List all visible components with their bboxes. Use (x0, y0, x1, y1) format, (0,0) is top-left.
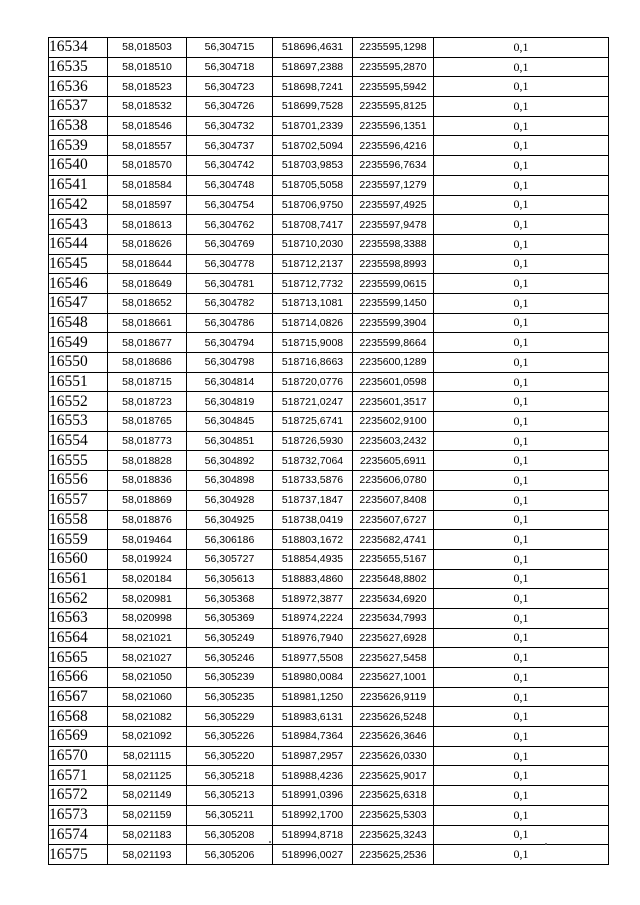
point-number-cell: 16572 (49, 786, 108, 806)
accuracy-cell: 0,1 (434, 234, 609, 254)
table-row (49, 549, 609, 569)
scan-speck (269, 841, 271, 843)
longitude-cell: 56,304928 (187, 490, 273, 510)
longitude-cell: 56,304845 (187, 412, 273, 432)
x-coordinate-cell: 518972,3877 (273, 589, 353, 609)
point-number-cell: 16548 (49, 313, 108, 333)
point-number-cell: 16569 (49, 727, 108, 747)
latitude-cell: 58,018510 (108, 57, 187, 77)
table-row (49, 431, 609, 451)
y-coordinate-cell: 2235627,5458 (353, 648, 434, 668)
coordinates-table (48, 37, 609, 865)
latitude-cell: 58,018723 (108, 392, 187, 412)
table-row (49, 490, 609, 510)
y-coordinate-cell: 2235626,9119 (353, 687, 434, 707)
x-coordinate-cell: 518732,7064 (273, 451, 353, 471)
accuracy-cell: 0,1 (434, 451, 609, 471)
table-row (49, 116, 609, 136)
x-coordinate-cell: 518714,0826 (273, 313, 353, 333)
point-number-cell: 16543 (49, 215, 108, 235)
longitude-cell: 56,304737 (187, 136, 273, 156)
accuracy-cell: 0,1 (434, 687, 609, 707)
point-number-cell: 16555 (49, 451, 108, 471)
x-coordinate-cell: 518988,4236 (273, 766, 353, 786)
point-number-cell: 16556 (49, 471, 108, 491)
x-coordinate-cell: 518708,7417 (273, 215, 353, 235)
latitude-cell: 58,018869 (108, 490, 187, 510)
accuracy-cell: 0,1 (434, 746, 609, 766)
y-coordinate-cell: 2235598,8993 (353, 254, 434, 274)
latitude-cell: 58,018836 (108, 471, 187, 491)
y-coordinate-cell: 2235625,3243 (353, 825, 434, 845)
x-coordinate-cell: 518697,2388 (273, 57, 353, 77)
latitude-cell: 58,019464 (108, 530, 187, 550)
accuracy-cell: 0,1 (434, 293, 609, 313)
accuracy-cell: 0,1 (434, 156, 609, 176)
x-coordinate-cell: 518721,0247 (273, 392, 353, 412)
accuracy-cell: 0,1 (434, 845, 609, 865)
latitude-cell: 58,018765 (108, 412, 187, 432)
longitude-cell: 56,304778 (187, 254, 273, 274)
accuracy-cell: 0,1 (434, 215, 609, 235)
y-coordinate-cell: 2235626,3646 (353, 727, 434, 747)
latitude-cell: 58,018546 (108, 116, 187, 136)
longitude-cell: 56,304898 (187, 471, 273, 491)
y-coordinate-cell: 2235596,1351 (353, 116, 434, 136)
table-row (49, 372, 609, 392)
accuracy-cell: 0,1 (434, 412, 609, 432)
table-row (49, 530, 609, 550)
x-coordinate-cell: 518726,5930 (273, 431, 353, 451)
accuracy-cell: 0,1 (434, 175, 609, 195)
accuracy-cell: 0,1 (434, 569, 609, 589)
longitude-cell: 56,305369 (187, 608, 273, 628)
accuracy-cell: 0,1 (434, 431, 609, 451)
x-coordinate-cell: 518738,0419 (273, 510, 353, 530)
y-coordinate-cell: 2235601,3517 (353, 392, 434, 412)
longitude-cell: 56,304892 (187, 451, 273, 471)
point-number-cell: 16539 (49, 136, 108, 156)
accuracy-cell: 0,1 (434, 38, 609, 58)
latitude-cell: 58,021021 (108, 628, 187, 648)
point-number-cell: 16564 (49, 628, 108, 648)
accuracy-cell: 0,1 (434, 77, 609, 97)
y-coordinate-cell: 2235634,6920 (353, 589, 434, 609)
table-row (49, 77, 609, 97)
longitude-cell: 56,304742 (187, 156, 273, 176)
x-coordinate-cell: 518698,7241 (273, 77, 353, 97)
latitude-cell: 58,021082 (108, 707, 187, 727)
accuracy-cell: 0,1 (434, 116, 609, 136)
x-coordinate-cell: 518733,5876 (273, 471, 353, 491)
point-number-cell: 16559 (49, 530, 108, 550)
longitude-cell: 56,304723 (187, 77, 273, 97)
x-coordinate-cell: 518703,9853 (273, 156, 353, 176)
longitude-cell: 56,305249 (187, 628, 273, 648)
latitude-cell: 58,018649 (108, 274, 187, 294)
y-coordinate-cell: 2235626,0330 (353, 746, 434, 766)
longitude-cell: 56,304781 (187, 274, 273, 294)
x-coordinate-cell: 518696,4631 (273, 38, 353, 58)
accuracy-cell: 0,1 (434, 372, 609, 392)
longitude-cell: 56,305220 (187, 746, 273, 766)
point-number-cell: 16536 (49, 77, 108, 97)
latitude-cell: 58,021125 (108, 766, 187, 786)
x-coordinate-cell: 518974,2224 (273, 608, 353, 628)
latitude-cell: 58,021183 (108, 825, 187, 845)
table-row (49, 254, 609, 274)
point-number-cell: 16537 (49, 97, 108, 117)
accuracy-cell: 0,1 (434, 530, 609, 550)
longitude-cell: 56,305213 (187, 786, 273, 806)
point-number-cell: 16561 (49, 569, 108, 589)
accuracy-cell: 0,1 (434, 727, 609, 747)
accuracy-cell: 0,1 (434, 392, 609, 412)
longitude-cell: 56,304782 (187, 293, 273, 313)
table-row (49, 727, 609, 747)
x-coordinate-cell: 518725,6741 (273, 412, 353, 432)
longitude-cell: 56,306186 (187, 530, 273, 550)
latitude-cell: 58,020184 (108, 569, 187, 589)
y-coordinate-cell: 2235634,7993 (353, 608, 434, 628)
point-number-cell: 16558 (49, 510, 108, 530)
table-row (49, 353, 609, 373)
table-row (49, 38, 609, 58)
x-coordinate-cell: 518991,0396 (273, 786, 353, 806)
longitude-cell: 56,304798 (187, 353, 273, 373)
latitude-cell: 58,020998 (108, 608, 187, 628)
latitude-cell: 58,018570 (108, 156, 187, 176)
point-number-cell: 16568 (49, 707, 108, 727)
table-row (49, 136, 609, 156)
accuracy-cell: 0,1 (434, 490, 609, 510)
y-coordinate-cell: 2235625,2536 (353, 845, 434, 865)
longitude-cell: 56,304718 (187, 57, 273, 77)
y-coordinate-cell: 2235601,0598 (353, 372, 434, 392)
accuracy-cell: 0,1 (434, 825, 609, 845)
point-number-cell: 16574 (49, 825, 108, 845)
table-row (49, 156, 609, 176)
accuracy-cell: 0,1 (434, 313, 609, 333)
y-coordinate-cell: 2235595,8125 (353, 97, 434, 117)
accuracy-cell: 0,1 (434, 274, 609, 294)
table-row (49, 845, 609, 865)
x-coordinate-cell: 518992,1700 (273, 805, 353, 825)
latitude-cell: 58,020981 (108, 589, 187, 609)
longitude-cell: 56,304748 (187, 175, 273, 195)
point-number-cell: 16552 (49, 392, 108, 412)
x-coordinate-cell: 518983,6131 (273, 707, 353, 727)
latitude-cell: 58,021027 (108, 648, 187, 668)
x-coordinate-cell: 518715,9008 (273, 333, 353, 353)
point-number-cell: 16551 (49, 372, 108, 392)
accuracy-cell: 0,1 (434, 648, 609, 668)
point-number-cell: 16550 (49, 353, 108, 373)
table-row (49, 175, 609, 195)
latitude-cell: 58,018661 (108, 313, 187, 333)
point-number-cell: 16545 (49, 254, 108, 274)
x-coordinate-cell: 518716,8663 (273, 353, 353, 373)
longitude-cell: 56,304715 (187, 38, 273, 58)
point-number-cell: 16534 (49, 38, 108, 58)
accuracy-cell: 0,1 (434, 608, 609, 628)
longitude-cell: 56,305368 (187, 589, 273, 609)
point-number-cell: 16565 (49, 648, 108, 668)
y-coordinate-cell: 2235606,0780 (353, 471, 434, 491)
y-coordinate-cell: 2235627,6928 (353, 628, 434, 648)
y-coordinate-cell: 2235599,8664 (353, 333, 434, 353)
table-row (49, 313, 609, 333)
longitude-cell: 56,305613 (187, 569, 273, 589)
x-coordinate-cell: 518702,5094 (273, 136, 353, 156)
latitude-cell: 58,018503 (108, 38, 187, 58)
longitude-cell: 56,305229 (187, 707, 273, 727)
accuracy-cell: 0,1 (434, 786, 609, 806)
accuracy-cell: 0,1 (434, 766, 609, 786)
y-coordinate-cell: 2235627,1001 (353, 668, 434, 688)
point-number-cell: 16546 (49, 274, 108, 294)
accuracy-cell: 0,1 (434, 353, 609, 373)
latitude-cell: 58,018652 (108, 293, 187, 313)
x-coordinate-cell: 518713,1081 (273, 293, 353, 313)
point-number-cell: 16563 (49, 608, 108, 628)
table-row (49, 274, 609, 294)
table-row (49, 668, 609, 688)
accuracy-cell: 0,1 (434, 549, 609, 569)
table-row (49, 825, 609, 845)
table-row (49, 510, 609, 530)
y-coordinate-cell: 2235607,8408 (353, 490, 434, 510)
point-number-cell: 16560 (49, 549, 108, 569)
point-number-cell: 16553 (49, 412, 108, 432)
y-coordinate-cell: 2235597,9478 (353, 215, 434, 235)
point-number-cell: 16541 (49, 175, 108, 195)
latitude-cell: 58,018686 (108, 353, 187, 373)
latitude-cell: 58,018677 (108, 333, 187, 353)
table-row (49, 97, 609, 117)
accuracy-cell: 0,1 (434, 254, 609, 274)
accuracy-cell: 0,1 (434, 510, 609, 530)
longitude-cell: 56,304925 (187, 510, 273, 530)
accuracy-cell: 0,1 (434, 333, 609, 353)
table-row (49, 707, 609, 727)
accuracy-cell: 0,1 (434, 195, 609, 215)
y-coordinate-cell: 2235605,6911 (353, 451, 434, 471)
x-coordinate-cell: 518712,7732 (273, 274, 353, 294)
x-coordinate-cell: 518701,2339 (273, 116, 353, 136)
x-coordinate-cell: 518976,7940 (273, 628, 353, 648)
accuracy-cell: 0,1 (434, 628, 609, 648)
accuracy-cell: 0,1 (434, 57, 609, 77)
latitude-cell: 58,021115 (108, 746, 187, 766)
x-coordinate-cell: 518883,4860 (273, 569, 353, 589)
longitude-cell: 56,305211 (187, 805, 273, 825)
accuracy-cell: 0,1 (434, 471, 609, 491)
table-row (49, 392, 609, 412)
x-coordinate-cell: 518977,5508 (273, 648, 353, 668)
longitude-cell: 56,304732 (187, 116, 273, 136)
y-coordinate-cell: 2235625,9017 (353, 766, 434, 786)
table-row (49, 293, 609, 313)
longitude-cell: 56,304769 (187, 234, 273, 254)
y-coordinate-cell: 2235599,3904 (353, 313, 434, 333)
table-row (49, 786, 609, 806)
point-number-cell: 16535 (49, 57, 108, 77)
x-coordinate-cell: 518854,4935 (273, 549, 353, 569)
y-coordinate-cell: 2235626,5248 (353, 707, 434, 727)
point-number-cell: 16544 (49, 234, 108, 254)
y-coordinate-cell: 2235596,4216 (353, 136, 434, 156)
latitude-cell: 58,018626 (108, 234, 187, 254)
table-row (49, 451, 609, 471)
y-coordinate-cell: 2235603,2432 (353, 431, 434, 451)
x-coordinate-cell: 518705,5058 (273, 175, 353, 195)
longitude-cell: 56,304786 (187, 313, 273, 333)
longitude-cell: 56,304754 (187, 195, 273, 215)
table-row (49, 333, 609, 353)
longitude-cell: 56,304851 (187, 431, 273, 451)
y-coordinate-cell: 2235602,9100 (353, 412, 434, 432)
y-coordinate-cell: 2235625,6318 (353, 786, 434, 806)
table-row (49, 687, 609, 707)
y-coordinate-cell: 2235599,1450 (353, 293, 434, 313)
point-number-cell: 16547 (49, 293, 108, 313)
y-coordinate-cell: 2235600,1289 (353, 353, 434, 373)
x-coordinate-cell: 518984,7364 (273, 727, 353, 747)
latitude-cell: 58,018523 (108, 77, 187, 97)
table-row (49, 57, 609, 77)
longitude-cell: 56,304762 (187, 215, 273, 235)
point-number-cell: 16570 (49, 746, 108, 766)
y-coordinate-cell: 2235607,6727 (353, 510, 434, 530)
y-coordinate-cell: 2235597,4925 (353, 195, 434, 215)
longitude-cell: 56,305235 (187, 687, 273, 707)
y-coordinate-cell: 2235596,7634 (353, 156, 434, 176)
y-coordinate-cell: 2235595,2870 (353, 57, 434, 77)
accuracy-cell: 0,1 (434, 136, 609, 156)
longitude-cell: 56,305239 (187, 668, 273, 688)
point-number-cell: 16567 (49, 687, 108, 707)
latitude-cell: 58,021159 (108, 805, 187, 825)
point-number-cell: 16538 (49, 116, 108, 136)
accuracy-cell: 0,1 (434, 589, 609, 609)
coordinates-table-body (49, 38, 609, 865)
y-coordinate-cell: 2235595,5942 (353, 77, 434, 97)
x-coordinate-cell: 518994,8718 (273, 825, 353, 845)
latitude-cell: 58,018584 (108, 175, 187, 195)
table-row (49, 648, 609, 668)
latitude-cell: 58,018597 (108, 195, 187, 215)
point-number-cell: 16566 (49, 668, 108, 688)
latitude-cell: 58,018557 (108, 136, 187, 156)
longitude-cell: 56,305208 (187, 825, 273, 845)
latitude-cell: 58,021060 (108, 687, 187, 707)
longitude-cell: 56,304794 (187, 333, 273, 353)
latitude-cell: 58,021050 (108, 668, 187, 688)
table-row (49, 215, 609, 235)
longitude-cell: 56,305206 (187, 845, 273, 865)
table-row (49, 569, 609, 589)
latitude-cell: 58,021193 (108, 845, 187, 865)
scan-speck (545, 843, 547, 845)
point-number-cell: 16571 (49, 766, 108, 786)
x-coordinate-cell: 518737,1847 (273, 490, 353, 510)
table-row (49, 628, 609, 648)
table-row (49, 471, 609, 491)
x-coordinate-cell: 518981,1250 (273, 687, 353, 707)
table-row (49, 234, 609, 254)
longitude-cell: 56,305246 (187, 648, 273, 668)
point-number-cell: 16554 (49, 431, 108, 451)
latitude-cell: 58,018773 (108, 431, 187, 451)
x-coordinate-cell: 518987,2957 (273, 746, 353, 766)
longitude-cell: 56,304726 (187, 97, 273, 117)
latitude-cell: 58,018876 (108, 510, 187, 530)
table-row (49, 608, 609, 628)
longitude-cell: 56,304814 (187, 372, 273, 392)
x-coordinate-cell: 518710,2030 (273, 234, 353, 254)
table-row (49, 805, 609, 825)
y-coordinate-cell: 2235599,0615 (353, 274, 434, 294)
y-coordinate-cell: 2235648,8802 (353, 569, 434, 589)
y-coordinate-cell: 2235595,1298 (353, 38, 434, 58)
latitude-cell: 58,021092 (108, 727, 187, 747)
point-number-cell: 16542 (49, 195, 108, 215)
x-coordinate-cell: 518980,0084 (273, 668, 353, 688)
latitude-cell: 58,019924 (108, 549, 187, 569)
accuracy-cell: 0,1 (434, 707, 609, 727)
x-coordinate-cell: 518803,1672 (273, 530, 353, 550)
point-number-cell: 16575 (49, 845, 108, 865)
point-number-cell: 16573 (49, 805, 108, 825)
table-row (49, 589, 609, 609)
y-coordinate-cell: 2235625,5303 (353, 805, 434, 825)
x-coordinate-cell: 518712,2137 (273, 254, 353, 274)
accuracy-cell: 0,1 (434, 805, 609, 825)
point-number-cell: 16549 (49, 333, 108, 353)
x-coordinate-cell: 518699,7528 (273, 97, 353, 117)
accuracy-cell: 0,1 (434, 97, 609, 117)
latitude-cell: 58,018644 (108, 254, 187, 274)
table-row (49, 746, 609, 766)
x-coordinate-cell: 518720,0776 (273, 372, 353, 392)
accuracy-cell: 0,1 (434, 668, 609, 688)
y-coordinate-cell: 2235597,1279 (353, 175, 434, 195)
latitude-cell: 58,018715 (108, 372, 187, 392)
y-coordinate-cell: 2235682,4741 (353, 530, 434, 550)
latitude-cell: 58,021149 (108, 786, 187, 806)
point-number-cell: 16557 (49, 490, 108, 510)
latitude-cell: 58,018828 (108, 451, 187, 471)
latitude-cell: 58,018532 (108, 97, 187, 117)
y-coordinate-cell: 2235598,3388 (353, 234, 434, 254)
latitude-cell: 58,018613 (108, 215, 187, 235)
table-row (49, 195, 609, 215)
longitude-cell: 56,305226 (187, 727, 273, 747)
table-row (49, 766, 609, 786)
point-number-cell: 16562 (49, 589, 108, 609)
x-coordinate-cell: 518706,9750 (273, 195, 353, 215)
table-row (49, 412, 609, 432)
longitude-cell: 56,305727 (187, 549, 273, 569)
longitude-cell: 56,304819 (187, 392, 273, 412)
longitude-cell: 56,305218 (187, 766, 273, 786)
point-number-cell: 16540 (49, 156, 108, 176)
x-coordinate-cell: 518996,0027 (273, 845, 353, 865)
y-coordinate-cell: 2235655,5167 (353, 549, 434, 569)
